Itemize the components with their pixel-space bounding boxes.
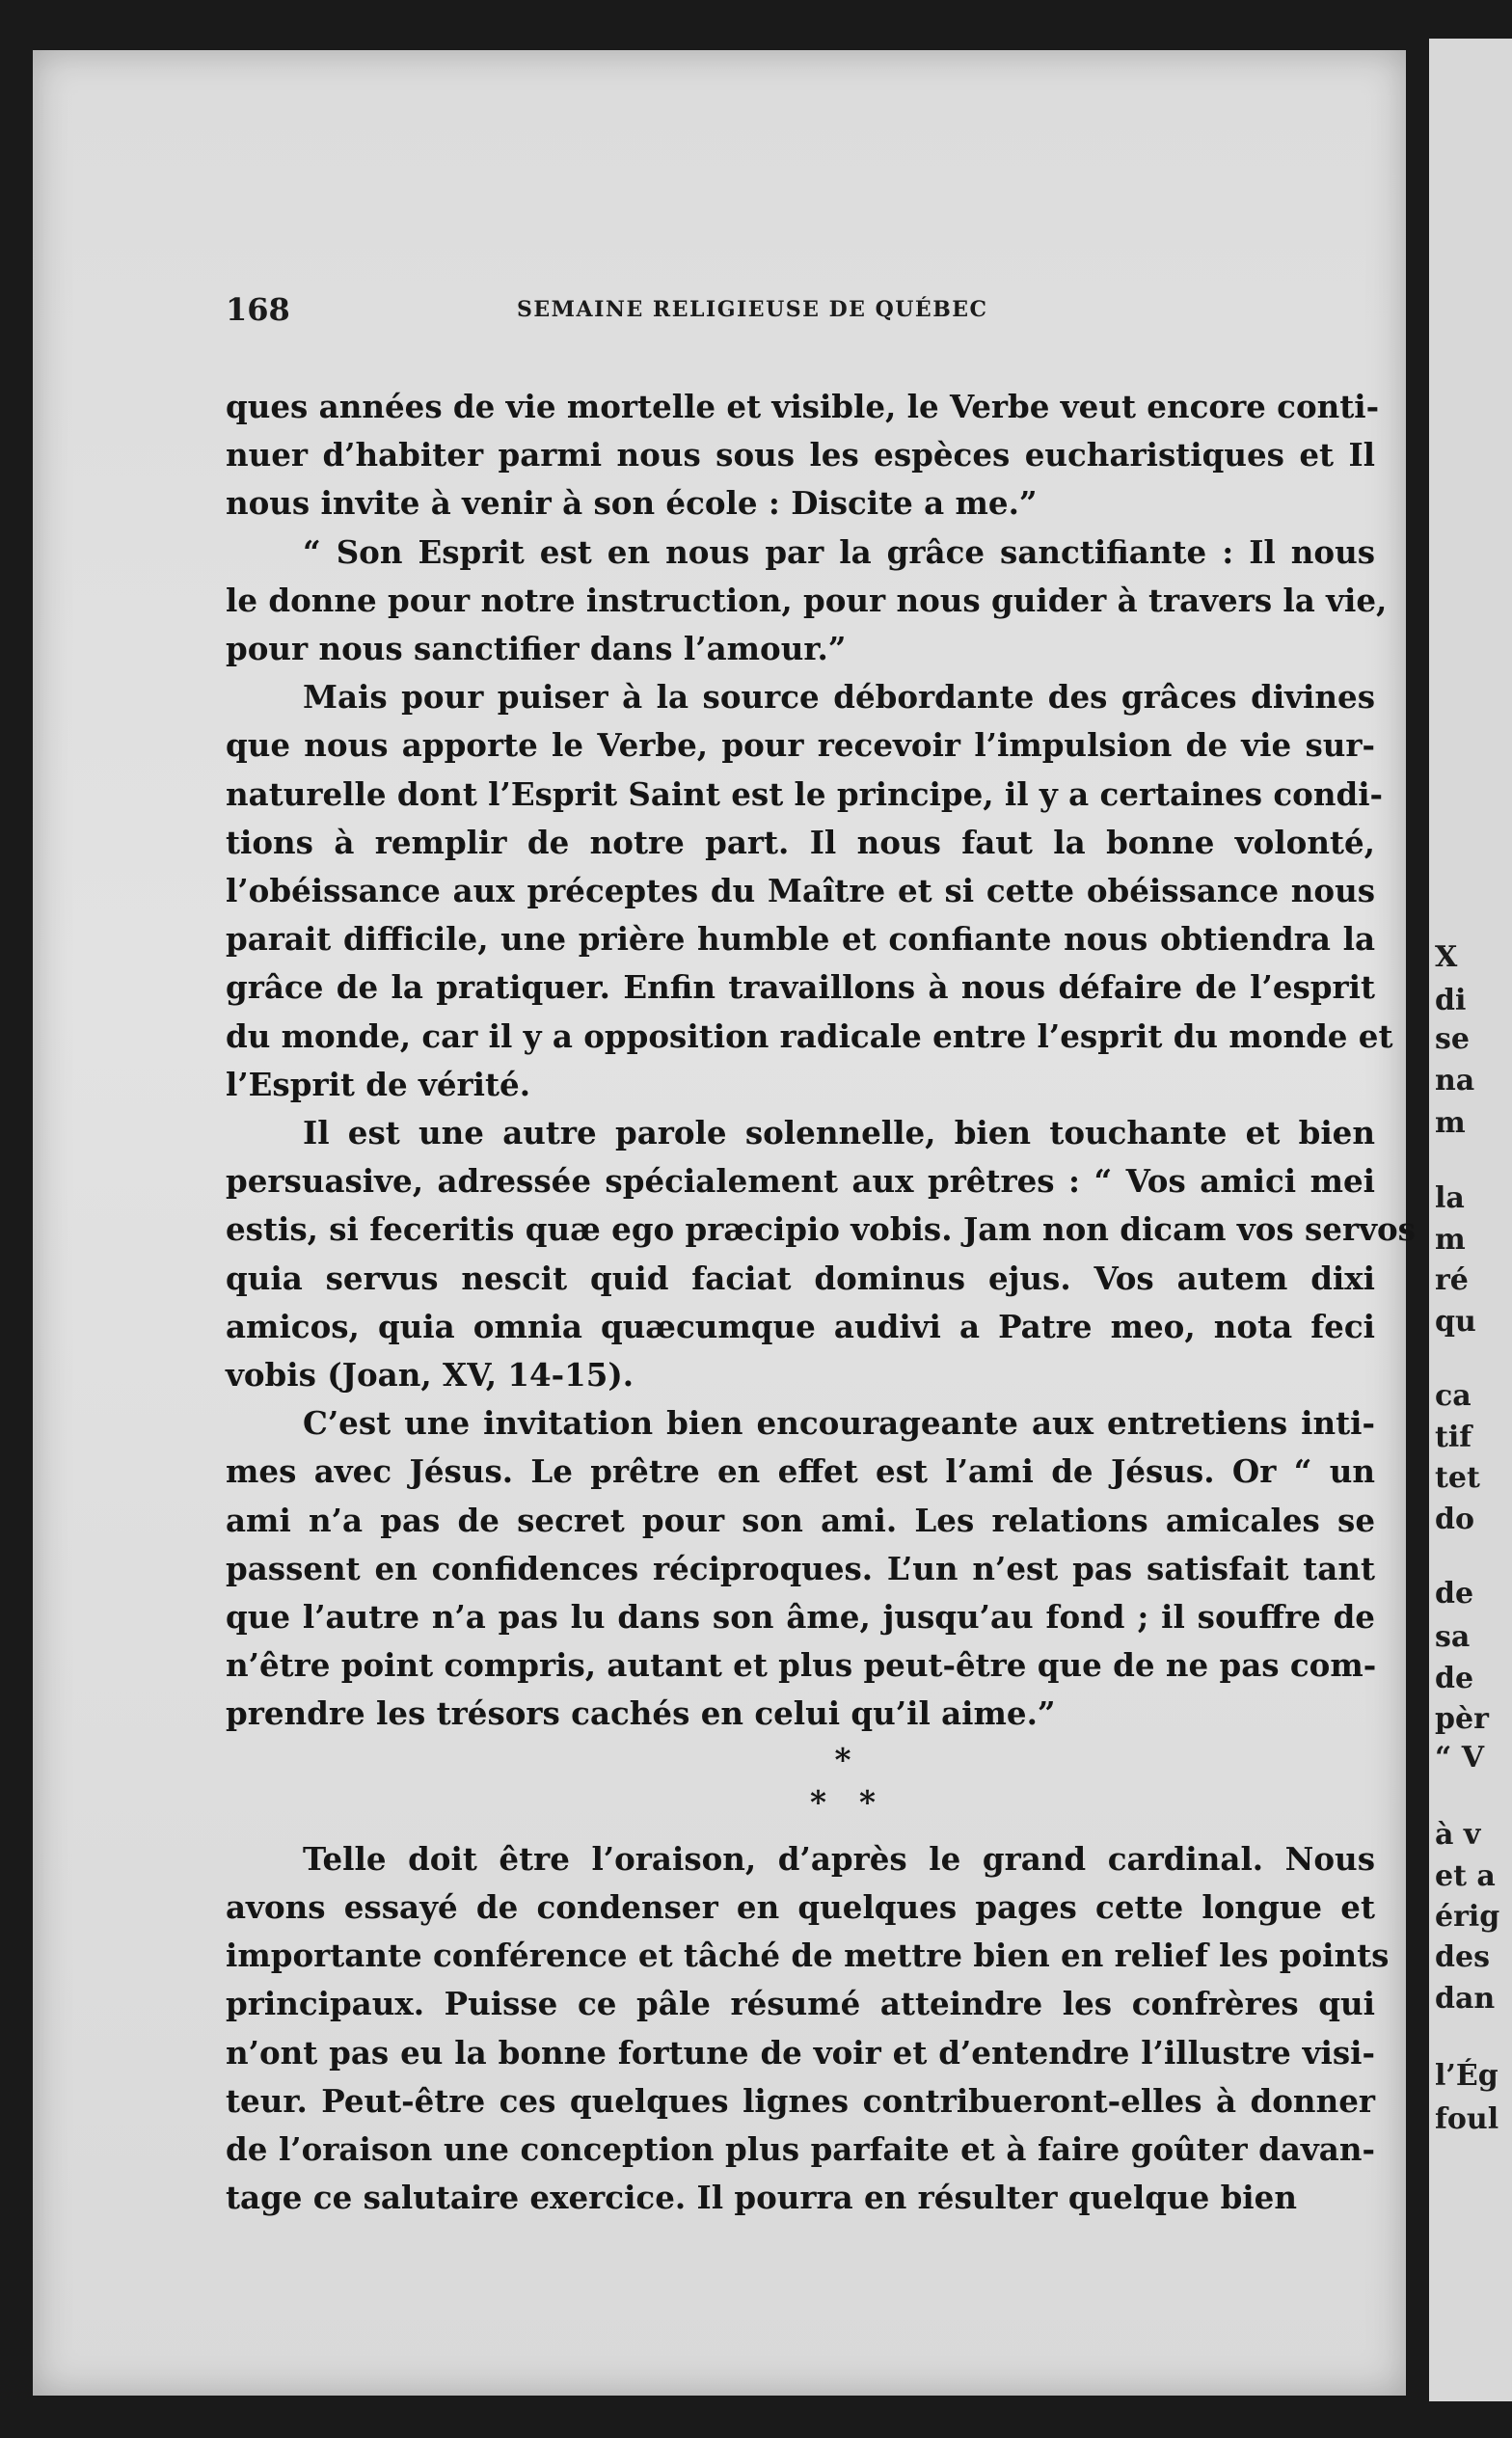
facing-page-fragment: se bbox=[1435, 1022, 1470, 1056]
facing-page-fragment: X bbox=[1435, 940, 1458, 974]
text-line: vobis (Joan, XV, 14-15). bbox=[226, 1356, 634, 1395]
running-head: SEMAINE RELIGIEUSE DE QUÉBEC bbox=[517, 297, 988, 322]
text-line: importante conférence et tâché de mettre bien en relief les points bbox=[226, 1937, 1390, 1975]
separator-star-top: * bbox=[834, 1740, 851, 1778]
text-line: l’obéissance aux préceptes du Maître et si cette obéissance nous bbox=[226, 872, 1375, 910]
facing-page-fragment: érig bbox=[1435, 1900, 1500, 1934]
text-line: Il est une autre parole solennelle, bien touchante et bien bbox=[303, 1114, 1375, 1152]
facing-page-fragment: ca bbox=[1435, 1379, 1472, 1413]
facing-page-fragment: à v bbox=[1435, 1818, 1481, 1852]
text-line: passent en confidences réciproques. L’un n’est pas satisfait tant bbox=[226, 1549, 1375, 1587]
facing-page-fragment: l’Ég bbox=[1435, 2059, 1498, 2093]
text-line: prendre les trésors cachés en celui qu’il aime.” bbox=[226, 1694, 1056, 1733]
facing-page-fragment: pèr bbox=[1435, 1702, 1489, 1736]
text-line: C’est une invitation bien encourageante aux entretiens inti- bbox=[303, 1404, 1375, 1443]
facing-page-fragment: di bbox=[1435, 984, 1467, 1017]
facing-page-fragment: qu bbox=[1435, 1305, 1476, 1339]
paragraph bbox=[226, 1399, 1375, 1738]
facing-page-fragment: et a bbox=[1435, 1859, 1496, 1893]
facing-page-fragment: la bbox=[1435, 1181, 1465, 1215]
text-line: que l’autre n’a pas lu dans son âme, jusqu’au fond ; il souffre de bbox=[226, 1598, 1375, 1637]
paragraph bbox=[226, 1109, 1416, 1399]
text-line: de l’oraison une conception plus parfaite et à faire goûter davan- bbox=[226, 2129, 1375, 2168]
text-line: mes avec Jésus. Le prêtre en effet est l’ami de Jésus. Or “ un bbox=[226, 1452, 1375, 1491]
facing-page-edge bbox=[1429, 39, 1512, 2401]
text-line: du monde, car il y a opposition radicale entre l’esprit du monde et bbox=[226, 1016, 1393, 1055]
text-line: grâce de la pratiquer. Enfin travaillons à nous défaire de l’esprit bbox=[226, 968, 1375, 1007]
page-header bbox=[226, 291, 1383, 330]
book-page bbox=[33, 50, 1416, 2396]
text-line: naturelle dont l’Esprit Saint est le principe, il y a certaines condi- bbox=[226, 774, 1384, 813]
text-line: avons essayé de condenser en quelques pages cette longue et bbox=[226, 1887, 1375, 1926]
text-line: persuasive, adressée spécialement aux prêtres : “ Vos amici mei bbox=[226, 1162, 1375, 1201]
text-line: ques années de vie mortelle et visible, le Verbe veut encore conti- bbox=[226, 388, 1380, 425]
paragraph bbox=[226, 673, 1393, 1109]
text-line: que nous apporte le Verbe, pour recevoir l’impulsion de vie sur- bbox=[226, 726, 1375, 765]
facing-page-fragment: de bbox=[1435, 1577, 1474, 1611]
page-number: 168 bbox=[226, 291, 290, 328]
text-line: tions à remplir de notre part. Il nous faut la bonne volonté, bbox=[226, 823, 1375, 861]
facing-page-fragment: foul bbox=[1435, 2102, 1499, 2136]
paragraph bbox=[226, 1835, 1390, 2223]
facing-page-fragment: sa bbox=[1435, 1620, 1471, 1654]
paragraph bbox=[226, 528, 1388, 674]
facing-page-fragment: des bbox=[1435, 1940, 1490, 1974]
facing-page-fragment: ré bbox=[1435, 1263, 1469, 1297]
facing-page-fragment: m bbox=[1435, 1106, 1466, 1140]
text-line: principaux. Puisse ce pâle résumé atteindre les confrères qui bbox=[226, 1985, 1375, 2023]
text-line: ami n’a pas de secret pour son ami. Les relations amicales se bbox=[226, 1501, 1375, 1539]
text-line: pour nous sanctifier dans l’amour.” bbox=[226, 630, 847, 668]
facing-page-fragment: tif bbox=[1435, 1421, 1472, 1454]
text-line: nuer d’habiter parmi nous sous les espèces eucharistiques et Il bbox=[226, 436, 1375, 474]
text-line: amicos, quia omnia quæcumque audivi a Patre meo, nota feci bbox=[226, 1307, 1375, 1345]
facing-page-fragment: tet bbox=[1435, 1461, 1480, 1495]
text-line: teur. Peut-être ces quelques lignes contribueront-elles à donner bbox=[226, 2081, 1375, 2120]
text-line: estis, si feceritis quæ ego præcipio vobis. Jam non dicam vos servos bbox=[226, 1210, 1416, 1249]
text-line: Mais pour puiser à la source débordante des grâces divines bbox=[303, 678, 1375, 717]
text-line: quia servus nescit quid faciat dominus ejus. Vos autem dixi bbox=[226, 1259, 1375, 1297]
text-line: n’être point compris, autant et plus peut-être que de ne pas com- bbox=[226, 1646, 1377, 1685]
facing-page-fragment: na bbox=[1435, 1064, 1475, 1097]
paragraph bbox=[226, 383, 1380, 528]
separator-stars-bottom: * * bbox=[810, 1782, 876, 1821]
facing-page-fragment: dan bbox=[1435, 1982, 1496, 2016]
text-line: nous invite à venir à son école : Discite a me.” bbox=[226, 484, 1038, 523]
facing-page-fragment: “ V bbox=[1435, 1741, 1484, 1774]
page-body bbox=[226, 383, 1416, 2222]
text-line: Telle doit être l’oraison, d’après le grand cardinal. Nous bbox=[303, 1839, 1375, 1878]
text-line: tage ce salutaire exercice. Il pourra en résulter quelque bien bbox=[226, 2179, 1297, 2217]
facing-page-fragment: m bbox=[1435, 1223, 1466, 1257]
facing-page-fragment: de bbox=[1435, 1662, 1474, 1695]
section-separator bbox=[226, 1739, 1375, 1824]
text-line: le donne pour notre instruction, pour nous guider à travers la vie, bbox=[226, 581, 1388, 619]
facing-page-fragment: do bbox=[1435, 1503, 1474, 1536]
text-line: parait difficile, une prière humble et confiante nous obtiendra la bbox=[226, 920, 1375, 959]
text-line: n’ont pas eu la bonne fortune de voir et d’entendre l’illustre visi- bbox=[226, 2033, 1375, 2072]
text-line: “ Son Esprit est en nous par la grâce sanctifiante : Il nous bbox=[303, 532, 1375, 571]
text-line: l’Esprit de vérité. bbox=[226, 1065, 531, 1103]
